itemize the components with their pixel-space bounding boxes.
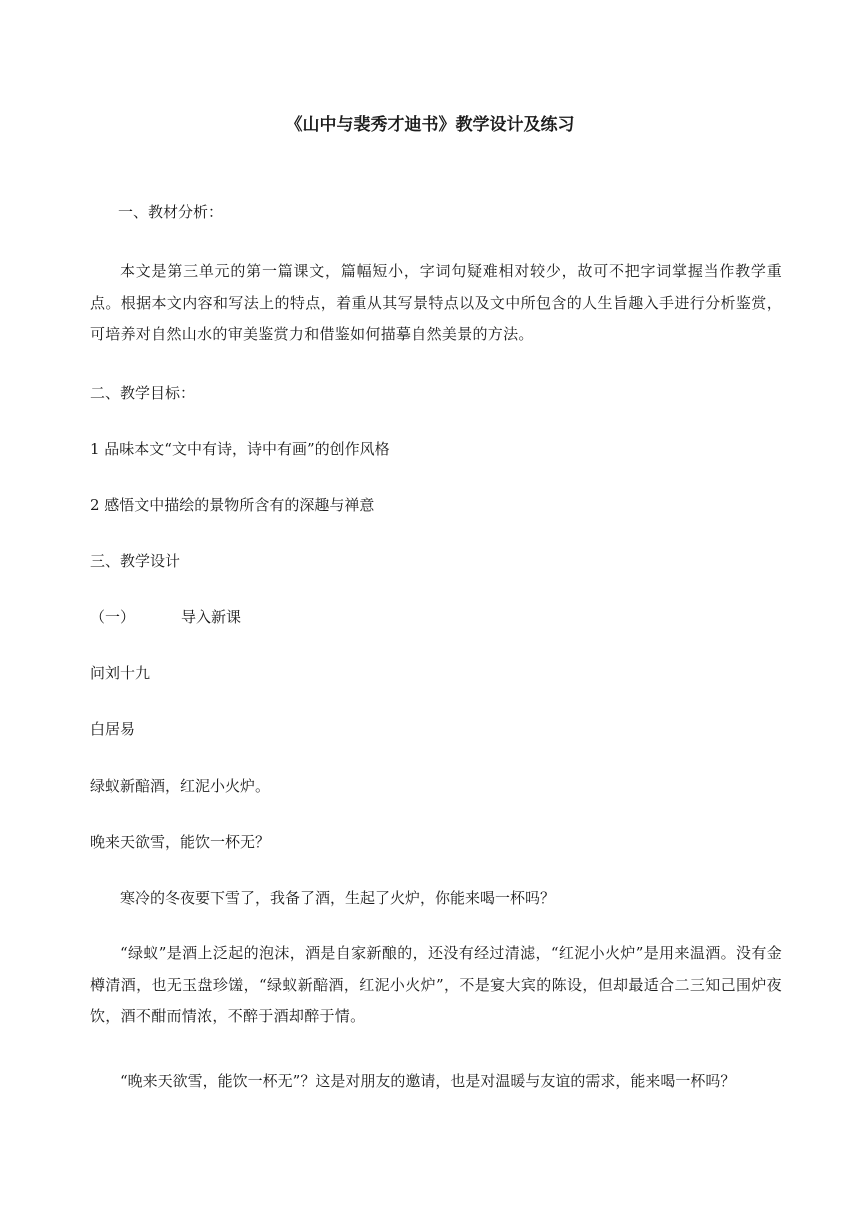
teaching-goal-1: 1 品味本文“文中有诗，诗中有画”的创作风格 — [90, 440, 390, 458]
section-heading-materials-analysis: 一、教材分析： — [118, 203, 224, 221]
document-title: 《山中与裴秀才迪书》教学设计及练习 — [285, 115, 575, 135]
poem-analysis-paragraph-2: “晚来天欲雪，能饮一杯无”？这是对朋友的邀请，也是对温暖与友谊的需求，能来喝一杯吗？ — [120, 1072, 736, 1090]
section-heading-teaching-goals: 二、教学目标： — [90, 384, 196, 402]
teaching-goal-2: 2 感悟文中描绘的景物所含有的深趣与禅意 — [90, 496, 375, 514]
subsection-title: 导入新课 — [181, 608, 242, 626]
section-heading-teaching-design: 三、教学设计 — [90, 552, 181, 570]
materials-analysis-paragraph: 本文是第三单元的第一篇课文，篇幅短小，字词句疑难相对较少，故可不把字词掌握当作教学重点。根据本文内容和写法上的特点，着重从其写景特点以及文中所包含的人生旨趣入手进行分析鉴赏，可培养对自然山水的审美鉴赏力和借鉴如何描摹自然美景的方法。 — [90, 262, 782, 343]
poem-analysis-paragraph-1: “绿蚁”是酒上泛起的泡沫，酒是自家新酿的，还没有经过清滤，“红泥小火炉”是用来温酒。没有金樽清酒，也无玉盘珍馐，“绿蚁新醅酒，红泥小火炉”，不是宴大宾的陈设，但却最适合二三知己围炉夜饮，酒不酣而情浓，不醉于酒却醉于情。 — [90, 944, 782, 1025]
poem-translation: 寒冷的冬夜要下雪了，我备了酒，生起了火炉，你能来喝一杯吗？ — [120, 889, 556, 907]
subsection-number: （一） — [90, 608, 136, 626]
subsection-heading-introduction — [90, 607, 780, 627]
poem-author: 白居易 — [90, 720, 136, 738]
poem-line-2: 晚来天欲雪，能饮一杯无？ — [90, 833, 271, 851]
poem-title: 问刘十九 — [90, 664, 151, 682]
poem-line-1: 绿蚁新醅酒，红泥小火炉。 — [90, 777, 271, 795]
